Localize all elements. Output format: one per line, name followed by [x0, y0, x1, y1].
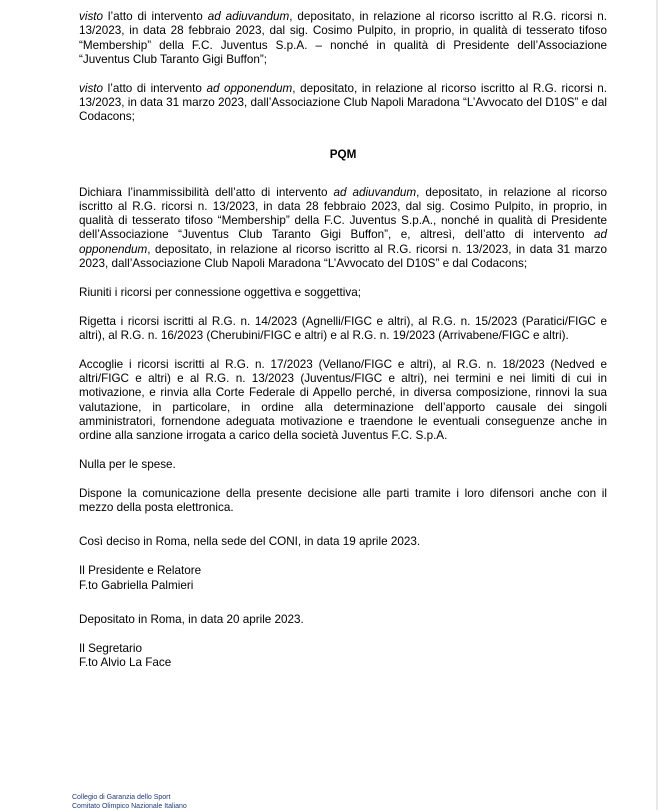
signature-role: Il Segretario: [79, 641, 143, 655]
signature-role: Il Presidente e Relatore: [79, 564, 202, 578]
document-body: [79, 10, 607, 685]
paragraph-dispone: Dispone la comunicazione della presente decisione alle parti tramite i loro difensori anche con il mezzo della posta elettronica.: [79, 486, 607, 515]
signature-presidente: [79, 564, 607, 593]
paragraph-visto-adiuvandum: visto l’atto di intervento ad adiuvandum, depositato, in relazione al ricorso iscritto al R.G. ricorsi n. 13/2023, in data 28 febbraio 2023, dal sig. Cosimo Pulpito, in proprio, in qualità di tesserato tifoso “Membership” della F.C. Juventus S.p.A. – nonché in qualità di Presidente dell’Associazione “Juventus Club Taranto Gigi Buffon”;: [79, 10, 607, 66]
signature-segretario: [79, 642, 607, 671]
paragraph-rigetta: Rigetta i ricorsi iscritti al R.G. n. 14/2023 (Agnelli/FIGC e altri), al R.G. n. 15/2023 (Paratici/FIGC e altri), al R.G. n. 16/2023 (Cherubini/FIGC e altri) e al R.G. n. 19/2023 (Arrivabene/FIGC e altri).: [79, 314, 607, 342]
paragraph-dichiara: Dichiara l’inammissibilità dell’atto di intervento ad adiuvandum, depositato, in relazione al ricorso iscritto al R.G. ricorsi n. 13/2023, in data 28 febbraio 2023, dal sig. Cosimo Pulpito, in proprio, in qualità di tesserato tifoso “Membership” della F.C. Juventus S.p.A., nonché in qualità di Presidente dell’Associazione “Juventus Club Taranto Gigi Buffon”, e, altresì, dell’atto di intervento ad opponendum, depositato, in relazione al ricorso iscritto al R.G. ricorsi n. 13/2023, in data 31 marzo 2023, dall’Associazione Club Napoli Maradona “L’Avvocato del D10S” e dal Codacons;: [79, 185, 607, 271]
page-footer: [72, 793, 187, 811]
paragraph-spese: Nulla per le spese.: [79, 458, 176, 472]
footer-line: Comitato Olimpico Nazionale Italiano: [72, 803, 187, 810]
section-title: PQM: [329, 147, 357, 161]
paragraph-riuniti: Riuniti i ricorsi per connessione oggettiva e soggettiva;: [79, 285, 361, 299]
signature-name: F.to Gabriella Palmieri: [79, 578, 194, 592]
paragraph-depositato: Depositato in Roma, in data 20 aprile 2023.: [79, 612, 304, 626]
paragraph-deciso: Così deciso in Roma, nella sede del CONI, in data 19 aprile 2023.: [79, 535, 421, 549]
footer-line: Collegio di Garanzia dello Sport: [72, 794, 171, 801]
paragraph-accoglie: Accoglie i ricorsi iscritti al R.G. n. 17/2023 (Vellano/FIGC e altri), al R.G. n. 18/2023 (Nedved e altri/FIGC e altri) e al R.G. n. 13/2023 (Juventus/FIGC e altri), nei termini e nei limiti di cui in motivazione, e rinvia alla Corte Federale di Appello perché, in diversa composizione, rinnovi la sua valutazione, in particolare, in ordine alla determinazione dell’apporto causale dei singoli amministratori, fornendone adeguata motivazione e traendone le eventuali conseguenze anche in ordine alla sanzione irrogata a carico della società Juventus F.C. S.p.A.: [79, 357, 607, 443]
paragraph-visto-opponendum: visto l’atto di intervento ad opponendum, depositato, in relazione al ricorso iscritto al R.G. ricorsi n. 13/2023, in data 31 marzo 2023, dall’Associazione Club Napoli Maradona “L’Avvocato del D10S” e dal Codacons;: [79, 81, 607, 124]
signature-name: F.to Alvio La Face: [79, 655, 172, 669]
